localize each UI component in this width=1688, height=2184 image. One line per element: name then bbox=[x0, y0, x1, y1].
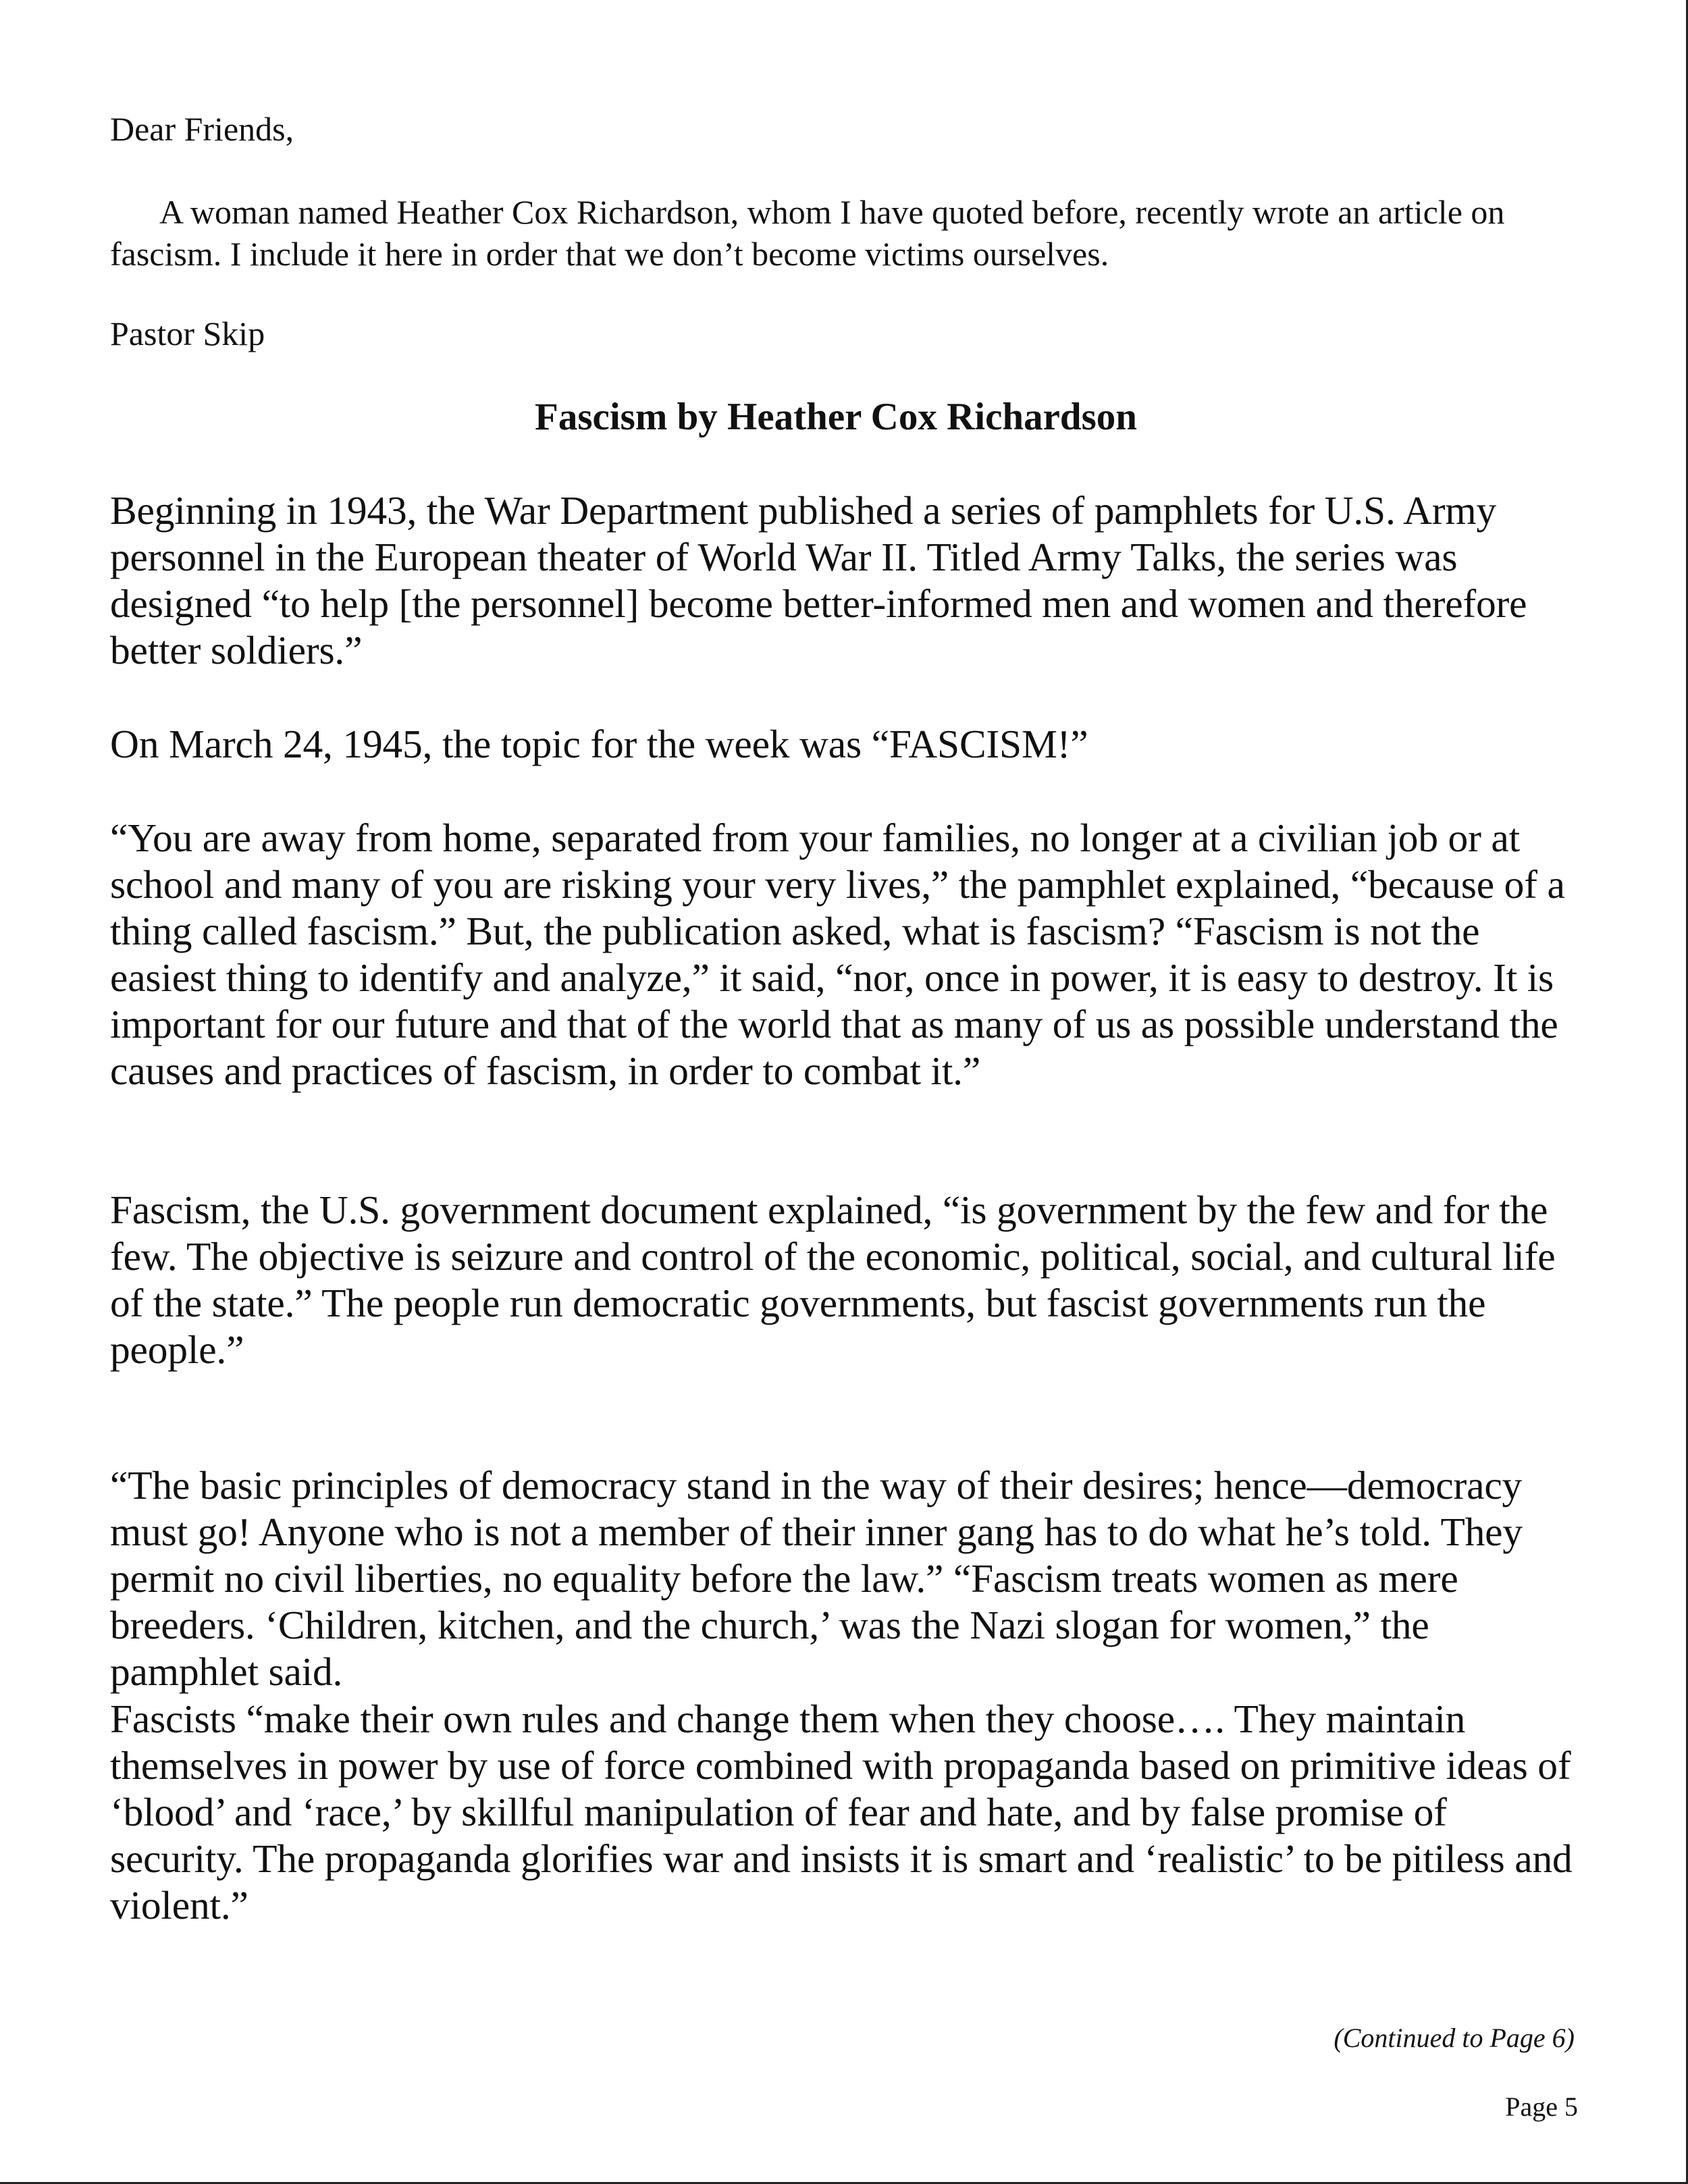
article-paragraph: “You are away from home, separated from your families, no longer at a civilian job or at school and many of you are risking your very lives,” the pamphlet explained, “because of a thing called fascism.” But, the publication asked, what is fascism? “Fascism is not the easiest thing to identify and analyze,” it said, “nor, once in power, it is easy to destroy. It is important for our future and that of the world that as many of us as possible understand the causes and practices of fascism, in order to combat it.” bbox=[110, 816, 1565, 1093]
continued-note: (Continued to Page 6) bbox=[1334, 2023, 1575, 2053]
article-paragraph: Fascists “make their own rules and change them when they choose…. They maintain themselves in power by use of force combined with propaganda based on primitive ideas of ‘blood’ and ‘race,’ by skillful manipulation of fear and hate, and by false promise of security. The propaganda glorifies war and insists it is smart and ‘realistic’ to be pitiless and violent.” bbox=[110, 1697, 1573, 1927]
article-paragraph: “The basic principles of democracy stand in the way of their desires; hence—democracy must go! Anyone who is not a member of their inner gang has to do what he’s told. They permit no civil liberties, no equality before the law.” “Fascism treats women as mere breeders. ‘Children, kitchen, and the church,’ was the Nazi slogan for women,” the pamphlet said. bbox=[110, 1463, 1523, 1694]
salutation: Dear Friends, bbox=[110, 110, 294, 148]
article-title: Fascism by Heather Cox Richardson bbox=[535, 396, 1137, 438]
article-paragraph: Beginning in 1943, the War Department published a series of pamphlets for U.S. Army personnel in the European theater of World War II. Titled Army Talks, the series was designed “to help [the personnel] become better-informed men and women and therefore better soldiers.” bbox=[110, 488, 1527, 672]
signature: Pastor Skip bbox=[110, 315, 265, 352]
page-number: Page 5 bbox=[1505, 2092, 1578, 2122]
article-paragraph: Fascism, the U.S. government document explained, “is government by the few and for the few. The objective is seizure and control of the economic, political, social, and cultural life of the state.” The people run democratic governments, but fascist governments run the people.” bbox=[110, 1188, 1556, 1372]
intro-paragraph: A woman named Heather Cox Richardson, whom I have quoted before, recently wrote an article on fascism. I include it here in order that we don’t become victims ourselves. bbox=[110, 193, 1505, 273]
article-paragraph: On March 24, 1945, the topic for the week was “FASCISM!” bbox=[110, 722, 1088, 766]
